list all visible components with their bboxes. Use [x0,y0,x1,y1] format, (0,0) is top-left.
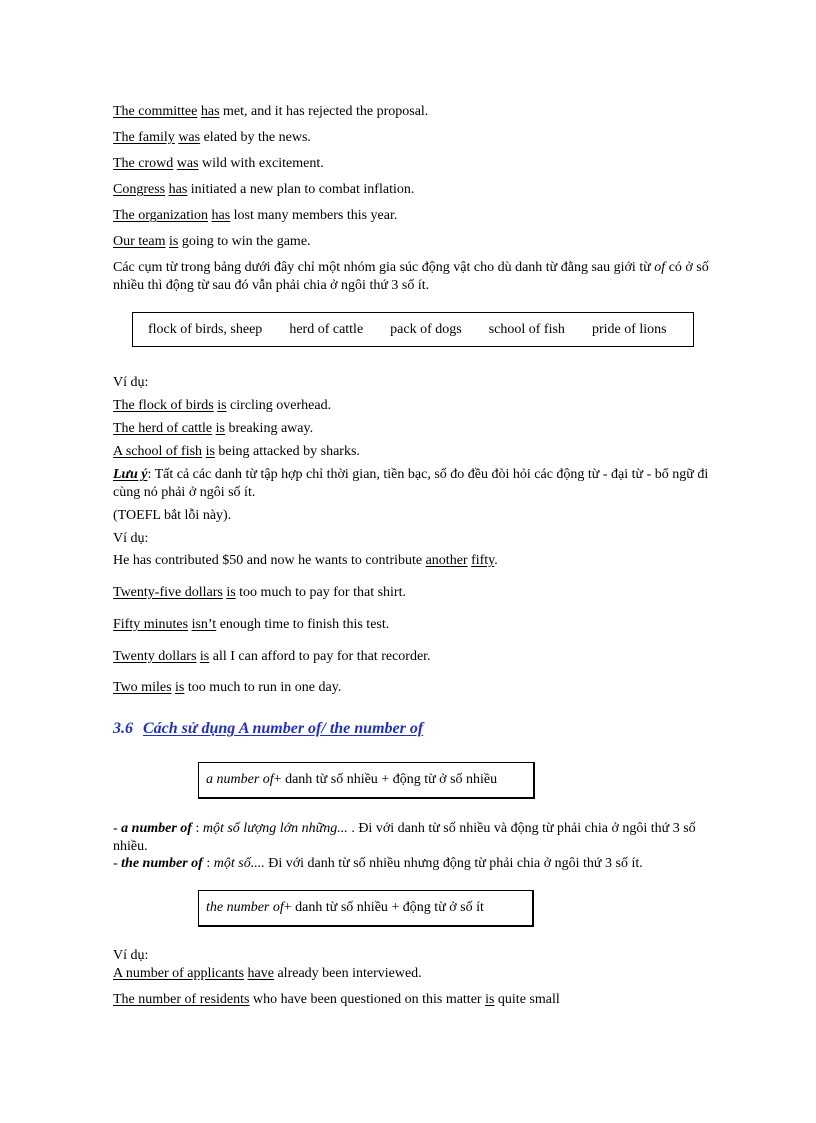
explanation-paragraph: Các cụm từ trong bảng dưới đây chỉ một nhóm gia súc động vật cho dù danh từ đằng sau giới từ of có ở số nhiều thì động từ sau đó vẫn phải chia ở ngôi thứ 3 số ít. [113,260,709,293]
example-sentence: Twenty-five dollars is too much to pay for that shirt. [113,585,406,600]
example-sentence [113,155,324,172]
subject: The organization [113,208,208,223]
example-sentence: The herd of cattle is breaking away. [113,421,314,436]
note-paragraph: Lưu ý: Tất cả các danh từ tập hợp chỉ thời gian, tiền bạc, số đo đều đòi hỏi các động từ - đại từ - bổ ngữ đi cùng nó phải ở ngôi số ít. [113,467,709,500]
formula-box: the number of + danh từ số nhiều + động từ ở số ít [198,890,534,927]
formula-box: a number of + danh từ số nhiều + động từ ở số nhiều [198,762,535,799]
example-sentence: Two miles is too much to run in one day. [113,680,342,695]
subject: The committee [113,104,198,119]
example-sentence: Fifty minutes isn’t enough time to finish this test. [113,617,390,632]
verb: has [200,104,220,119]
subject: Congress [113,182,166,197]
example-sentence: He has contributed $50 and now he wants to contribute another fifty. [113,553,498,568]
animal-groups-box [132,312,694,347]
verb: was [176,156,199,171]
example-label: Ví dụ: [113,531,149,546]
animal-group-item: pride of lions [591,321,667,337]
rest: wild with excitement. [198,156,324,171]
verb: has [168,182,188,197]
example-label: Ví dụ: [113,948,149,963]
example-sentence [113,129,311,146]
note-label: Lưu ý [113,467,148,482]
animal-group-item: herd of cattle [289,321,364,337]
example-sentence [113,233,311,250]
example-sentence [113,181,414,198]
subject: The family [113,130,175,145]
subject: Our team [113,234,166,249]
example-sentence: A school of fish is being attacked by sharks. [113,444,360,459]
subject: The crowd [113,156,174,171]
example-sentence [113,103,428,120]
animal-group-item: school of fish [488,321,565,337]
example-sentence: The number of residents who have been questioned on this matter is quite small [113,992,560,1007]
verb: was [178,130,201,145]
animal-group-item: flock of birds, sheep [148,321,263,337]
example-sentence: A number of applicants have already been interviewed. [113,966,422,981]
rest: elated by the news. [200,130,311,145]
rest: going to win the game. [178,234,311,249]
definition-the-number-of: - the number of : một số.... Đi với danh từ số nhiều nhưng động từ phải chia ở ngôi thứ 3 số ít. [113,856,643,871]
toefl-note: (TOEFL bắt lỗi này). [113,508,232,523]
rest: lost many members this year. [230,208,398,223]
definition-a-number-of: - a number of : một số lượng lớn những... . Đi với danh từ số nhiều và động từ phải chia ở ngôi thứ 3 số nhiều. [113,821,696,854]
rest: met, and it has rejected the proposal. [219,104,429,119]
example-sentence [113,207,397,224]
section-number: 3.6 [113,720,133,737]
verb: has [211,208,231,223]
example-sentence: Twenty dollars is all I can afford to pay for that recorder. [113,649,431,664]
rest: initiated a new plan to combat inflation. [187,182,415,197]
example-label: Ví dụ: [113,375,149,390]
example-sentence: The flock of birds is circling overhead. [113,398,332,413]
animal-group-item: pack of dogs [390,321,462,337]
section-heading [113,720,423,738]
section-title: Cách sử dụng A number of/ the number of [143,720,424,737]
verb: is [168,234,179,249]
